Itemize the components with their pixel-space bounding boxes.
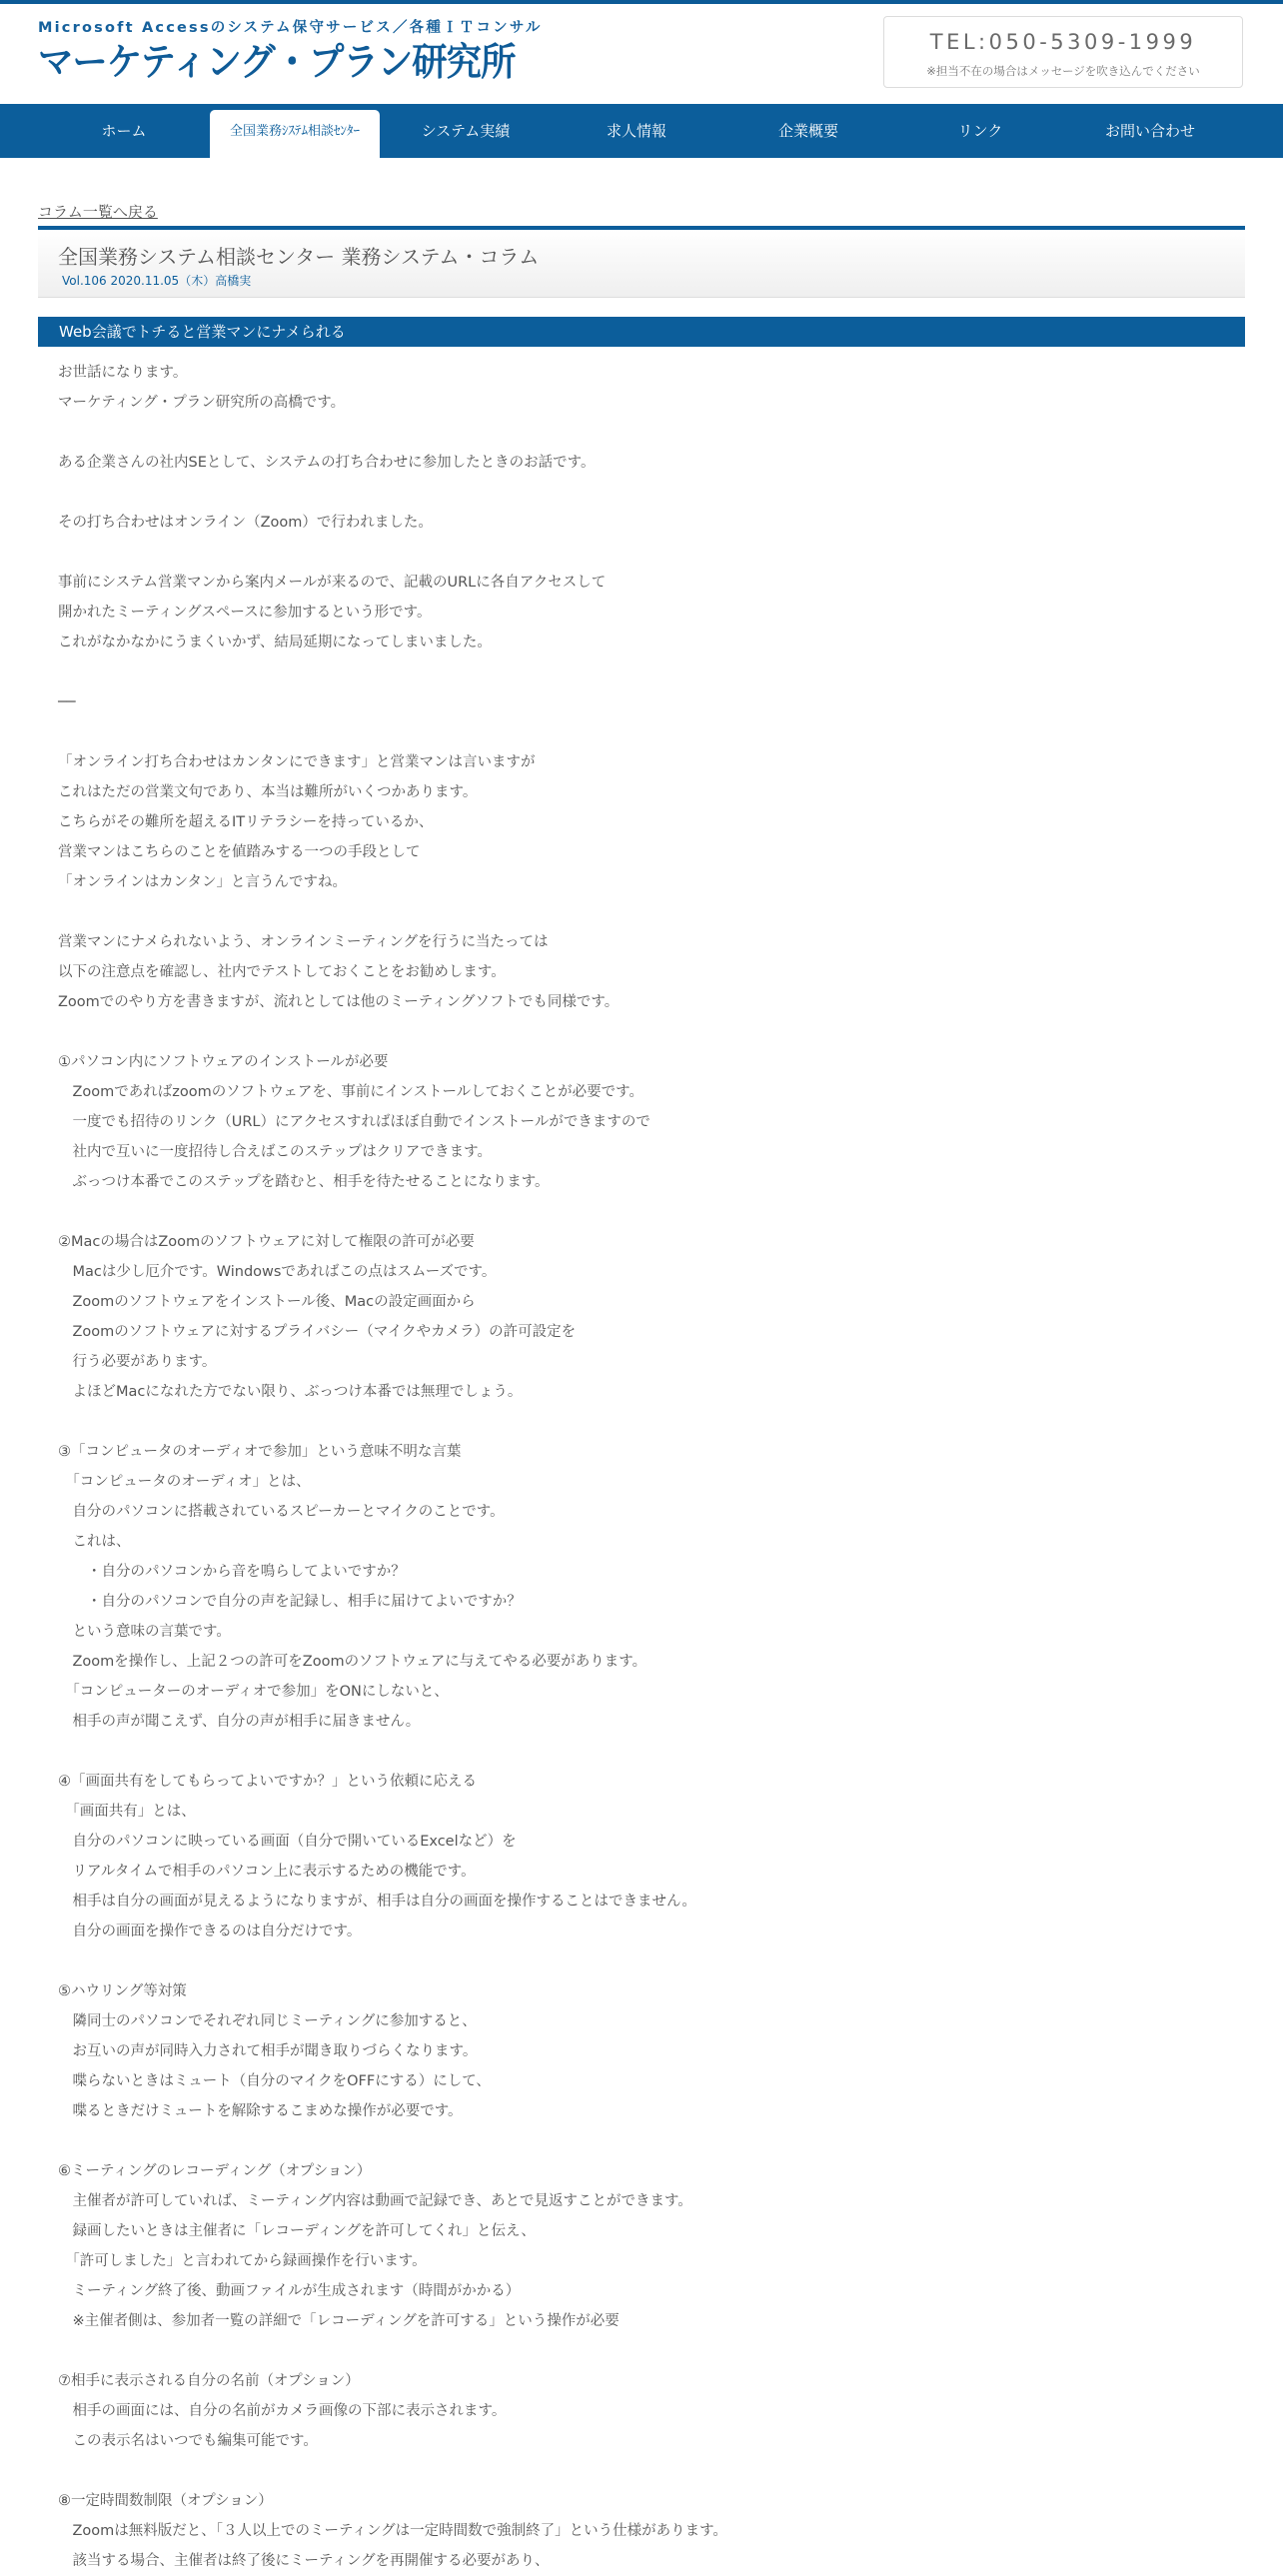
logo-tagline: Microsoft Accessのシステム保守サービス／各種ＩＴコンサル [38, 20, 543, 36]
article-line: 自分の画面を操作できるのは自分だけです。 [58, 1924, 362, 1939]
article-line: こちらがその難所を超えるITリテラシーを持っているか、 [58, 814, 434, 830]
article-line [58, 1017, 1237, 1047]
article-line [58, 1197, 1237, 1227]
article-line: 「画面共有」とは、 [58, 1804, 196, 1820]
article-line: これはただの営業文句であり、本当は難所がいくつかあります。 [58, 784, 478, 800]
phone-number: TEL:050-5309-1999 [929, 30, 1197, 54]
article-line [58, 1407, 1237, 1437]
contact-phone-box [883, 16, 1243, 88]
article-line: 隣同士のパソコンでそれぞれ同じミーティングに参加すると、 [58, 2013, 477, 2029]
article-line [58, 657, 1237, 687]
nav-item-jobs[interactable]: 求人情報 [606, 122, 666, 140]
article-line: 「コンピューターのオーディオで参加」をONにしないと、 [58, 1684, 449, 1700]
article-line: お互いの声が同時入力されて相手が聞き取りづらくなります。 [58, 2043, 478, 2059]
main-navigation [0, 104, 1283, 158]
article-line: 相手は自分の画面が見えるようになりますが、相手は自分の画面を操作することはできません。 [58, 1894, 696, 1910]
article-line: これがなかなかにうまくいかず、結局延期になってしまいました。 [58, 635, 492, 650]
nav-item-system-results[interactable]: システム実績 [421, 122, 511, 140]
article-line: ある企業さんの社内SEとして、システムの打ち合わせに参加したときのお話です。 [58, 455, 596, 471]
article-line [58, 2126, 1237, 2156]
article-line: 自分のパソコンに映っている画面（自分で開いているExcelなど）を [58, 1834, 517, 1850]
top-accent-line [0, 0, 1283, 4]
article-line [58, 1946, 1237, 1976]
site-logo[interactable] [38, 18, 543, 88]
nav-item-home[interactable]: ホーム [101, 122, 147, 140]
article-line: 相手の声が聞こえず、自分の声が相手に届きません。 [58, 1714, 421, 1730]
article-line: ⑦相手に表示される自分の名前（オプション） [58, 2373, 360, 2389]
article-line [58, 538, 1237, 568]
article-line: Zoomは無料版だと、「３人以上でのミーティングは一定時間数で強制終了」という仕様があります。 [58, 2523, 727, 2539]
article-line: ⑤ハウリング等対策 [58, 1983, 187, 1999]
article-line: Zoomを操作し、上記２つの許可をZoomのソフトウェアに与えてやる必要があります。 [58, 1654, 647, 1670]
article-line: 「オンラインはカンタン」と言うんですね。 [58, 874, 347, 890]
section-heading-bar [38, 317, 1245, 347]
nav-item-company[interactable]: 企業概要 [777, 122, 838, 140]
article-line: ミーティング終了後、動画ファイルが生成されます（時間がかかる） [58, 2283, 521, 2299]
article-body [58, 358, 1237, 2576]
article-line: ⑥ミーティングのレコーディング（オプション） [58, 2163, 372, 2179]
article-line: お世話になります。 [58, 365, 188, 381]
article-line: 「オンライン打ち合わせはカンタンにできます」と営業マンは言いますが [58, 754, 536, 770]
article-line: リアルタイムで相手のパソコン上に表示するための機能です。 [58, 1864, 476, 1880]
article-line: マーケティング・プラン研究所の高橋です。 [58, 395, 346, 411]
article-line: よほどMacになれた方でない限り、ぶっつけ本番では無理でしょう。 [58, 1384, 523, 1400]
article-line: Zoomのソフトウェアに対するプライバシー（マイクやカメラ）の許可設定を [58, 1324, 577, 1340]
nav-item-consult-center[interactable]: 全国業務ｼｽﾃﾑ相談ｾﾝﾀｰ [210, 110, 380, 158]
article-line: Macは少し厄介です。Windowsであればこの点はスムーズです。 [58, 1264, 497, 1280]
article-line: ①パソコン内にソフトウェアのインストールが必要 [58, 1054, 389, 1070]
article-line: 喋るときだけミュートを解除するこまめな操作が必要です。 [58, 2103, 463, 2119]
article-line: ※主催者側は、参加者一覧の詳細で「レコーディングを許可する」という操作が必要 [58, 2313, 620, 2329]
article-line: 行う必要があります。 [58, 1354, 217, 1370]
article-line: 営業マンにナメられないよう、オンラインミーティングを行うに当たっては [58, 934, 549, 950]
article-line [58, 1737, 1237, 1767]
article-line: 相手の画面には、自分の名前がカメラ画像の下部に表示されます。 [58, 2403, 507, 2419]
logo-title: マーケティング・プラン研究所 [38, 40, 516, 84]
article-line: 一度でも招待のリンク（URL）にアクセスすればほぼ自動でインストールができますので [58, 1114, 650, 1130]
article-line [58, 418, 1237, 448]
article-line: 以下の注意点を確認し、社内でテストしておくことをお勧めします。 [58, 964, 506, 980]
article-line [58, 478, 1237, 508]
column-title-box [38, 226, 1245, 298]
article-line: この表示名はいつでも編集可能です。 [58, 2433, 318, 2449]
article-line [58, 2456, 1237, 2486]
article-line: 喋らないときはミュート（自分のマイクをOFFにする）にして、 [58, 2073, 491, 2089]
article-line: 「許可しました」と言われてから録画操作を行います。 [58, 2253, 427, 2269]
article-line: という意味の言葉です。 [58, 1624, 231, 1640]
nav-item-contact[interactable]: お問い合わせ [1104, 122, 1195, 140]
article-line: 該当する場合、主催者は終了後にミーティングを再開催する必要があり、 [58, 2553, 550, 2569]
article-line: 開かれたミーティングスペースに参加するという形です。 [58, 605, 432, 621]
article-line: 事前にシステム営業マンから案内メールが来るので、記載のURLに各自アクセスして [58, 575, 607, 591]
article-line: Zoomでのやり方を書きますが、流れとしては他のミーティングソフトでも同様です。 [58, 994, 620, 1010]
article-line: 社内で互いに一度招待し合えばこのステップはクリアできます。 [58, 1144, 492, 1160]
article-line [58, 897, 1237, 927]
section-title: Web会議でトチると営業マンにナメられる [59, 323, 346, 341]
article-line: ②Macの場合はZoomのソフトウェアに対して権限の許可が必要 [58, 1234, 475, 1250]
article-line: 「コンピュータのオーディオ」とは、 [58, 1474, 311, 1490]
article-line: 主催者が許可していれば、ミーティング内容は動画で記録でき、あとで見返すことができます。 [58, 2193, 692, 2209]
article-line: ぶっつけ本番でこのステップを踏むと、相手を待たせることになります。 [58, 1174, 550, 1190]
article-line: その打ち合わせはオンライン（Zoom）で行われました。 [58, 515, 433, 531]
article-line: ・自分のパソコンから音を鳴らしてよいですか？ [58, 1564, 406, 1580]
article-line: Zoomであればzoomのソフトウェアを、事前にインストールしておくことが必要です。 [58, 1084, 644, 1100]
column-meta: Vol.106 2020.11.05（木）高橋実 [62, 274, 252, 288]
article-line: 録画したいときは主催者に「レコーディングを許可してくれ」と伝え、 [58, 2223, 536, 2239]
article-line: 営業マンはこちらのことを値踏みする一つの手段として [58, 844, 421, 860]
article-line [58, 2336, 1237, 2366]
article-line: ── [58, 694, 76, 710]
article-line: Zoomのソフトウェアをインストール後、Macの設定画面から [58, 1294, 476, 1310]
article-line: これは、 [58, 1534, 131, 1550]
article-line: ③「コンピュータのオーディオで参加」という意味不明な言葉 [58, 1444, 462, 1460]
article-line [58, 717, 1237, 747]
nav-item-links[interactable]: リンク [957, 122, 1003, 140]
article-line: 自分のパソコンに搭載されているスピーカーとマイクのことです。 [58, 1504, 505, 1520]
article-line: ⑧一定時間数制限（オプション） [58, 2493, 273, 2509]
article-line: ・自分のパソコンで自分の声を記録し、相手に届けてよいですか？ [58, 1594, 522, 1610]
article-line: ④「画面共有をしてもらってよいですか？」という依頼に応える [58, 1774, 477, 1790]
page-title: 全国業務システム相談センター 業務システム・コラム [58, 245, 540, 269]
back-to-column-list-link[interactable]: コラム一覧へ戻る [38, 203, 158, 221]
phone-note: ※担当不在の場合はメッセージを吹き込んでください [926, 64, 1200, 78]
